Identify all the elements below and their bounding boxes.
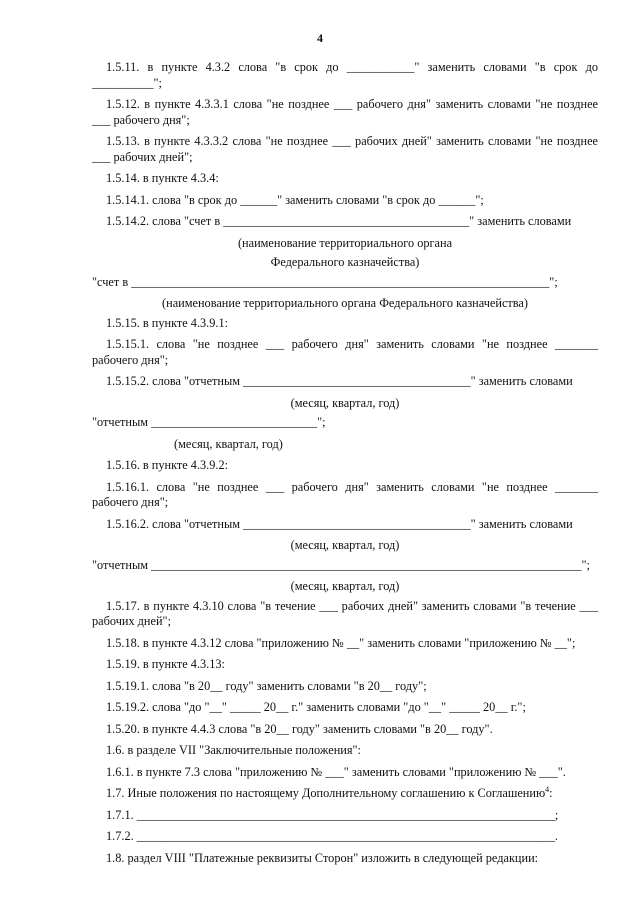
caption-period-3: (месяц, квартал, год): [290, 538, 400, 552]
paragraph-1-5-13: 1.5.13. в пункте 4.3.3.2 слова "не позднее ___ рабочих дней" заменить словами "не позднее ___ рабочих дней";: [92, 134, 598, 164]
caption-period-2: (месяц, квартал, год): [174, 436, 283, 451]
paragraph-1-5-17: 1.5.17. в пункте 4.3.10 слова "в течение ___ рабочих дней" заменить словами "в течение ___ рабочих дней";: [92, 598, 598, 628]
paragraph-1-5-14-2: 1.5.14.2. слова "счет в ________________________________________" заменить словами: [106, 214, 572, 228]
paragraph-1-5-14-1: 1.5.14.1. слова "в срок до ______" заменить словами "в срок до ______";: [106, 192, 484, 207]
paragraph-1-5-19-2: 1.5.19.2. слова "до "__" _____ 20__ г." заменить словами "до "__" _____ 20__ г.";: [106, 700, 526, 714]
paragraph-1-7-text: 1.7. Иные положения по настоящему Дополнительному соглашению к Соглашению: [106, 786, 546, 800]
caption-period-4: (месяц, квартал, год): [290, 579, 400, 593]
paragraph-1-7-colon: :: [549, 786, 553, 800]
paragraph-1-7: [92, 786, 598, 802]
caption-period-1: (месяц, квартал, год): [290, 395, 400, 410]
paragraph-1-5-20: 1.5.20. в пункте 4.4.3 слова "в 20__ году" заменить словами "в 20__ году".: [106, 721, 493, 736]
paragraph-1-8: 1.8. раздел VIII "Платежные реквизиты Сторон" изложить в следующей редакции:: [106, 850, 539, 865]
paragraph-1-5-15-2: 1.5.15.2. слова "отчетным _____________________________________" заменить словами: [106, 374, 573, 388]
paragraph-1-5-16-2: 1.5.16.2. слова "отчетным _____________________________________" заменить словами: [106, 516, 573, 531]
paragraph-1-6: 1.6. в разделе VII "Заключительные положения":: [106, 743, 361, 757]
caption-period-2-wrapper: [92, 437, 598, 453]
paragraph-1-5-15-1: 1.5.15.1. слова "не позднее ___ рабочего дня" заменить словами "не позднее _______ рабочего дня";: [92, 337, 598, 367]
paragraph-reporting-replacement-1: "отчетным ___________________________";: [92, 415, 326, 429]
paragraph-1-5-19: 1.5.19. в пункте 4.3.13:: [106, 657, 225, 671]
paragraph-1-5-12: 1.5.12. в пункте 4.3.3.1 слова "не позднее ___ рабочего дня" заменить словами "не позднее ___ рабочего дня";: [92, 97, 598, 127]
paragraph-1-5-19-1: 1.5.19.1. слова "в 20__ году" заменить словами "в 20__ году";: [106, 678, 427, 693]
paragraph-reporting-replacement-2: "отчетным ______________________________________________________________________";: [92, 557, 590, 572]
caption-territorial-organ-line1: (наименование территориального органа: [237, 235, 453, 250]
paragraph-1-7-2: 1.7.2. ____________________________________________________________________.: [106, 829, 558, 843]
paragraph-1-5-16: 1.5.16. в пункте 4.3.9.2:: [106, 458, 229, 472]
paragraph-1-6-1: 1.6.1. в пункте 7.3 слова "приложению № ___" заменить словами "приложению № ___".: [106, 764, 566, 779]
paragraph-1-5-16-1: 1.5.16.1. слова "не позднее ___ рабочего дня" заменить словами "не позднее _______ рабочего дня";: [92, 479, 598, 509]
caption-territorial-organ-line2: Федерального казначейства): [270, 255, 420, 269]
paragraph-1-5-14: 1.5.14. в пункте 4.3.4:: [106, 171, 219, 185]
paragraph-1-7-1: 1.7.1. ____________________________________________________________________;: [106, 807, 559, 822]
paragraph-1-5-15: 1.5.15. в пункте 4.3.9.1:: [106, 315, 229, 330]
caption-territorial-organ-full: (наименование территориального органа Федерального казначейства): [162, 296, 528, 310]
document-body: [92, 60, 598, 872]
page-number: 4: [317, 31, 323, 45]
paragraph-account-replacement: "счет в ____________________________________________________________________";: [92, 274, 558, 289]
paragraph-1-5-18: 1.5.18. в пункте 4.3.12 слова "приложению № __" заменить словами "приложению № __";: [106, 635, 576, 650]
paragraph-1-5-11: 1.5.11. в пункте 4.3.2 слова "в срок до ___________" заменить словами "в срок до __________";: [92, 60, 598, 90]
footnote-reference: 4: [545, 784, 550, 794]
